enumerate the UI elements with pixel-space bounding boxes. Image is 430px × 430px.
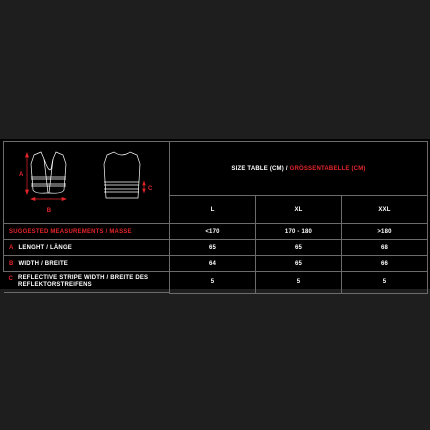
suggested-xl: 170 - 180 <box>256 224 342 240</box>
row-a-l: 65 <box>170 240 256 256</box>
row-a-xxl: 68 <box>342 240 428 256</box>
row-b-text: WIDTH / BREITE <box>18 260 69 267</box>
row-c-label <box>4 272 170 293</box>
label-b: B <box>46 208 52 214</box>
vest-diagram <box>4 142 169 223</box>
size-header-xl: XL <box>256 196 342 224</box>
table-row <box>4 272 428 294</box>
vest-back-icon <box>104 152 140 198</box>
row-a-letter: A <box>9 244 14 251</box>
row-a-xl: 65 <box>256 240 342 256</box>
vest-front-icon <box>31 152 66 193</box>
row-b-letter: B <box>9 260 14 267</box>
title-white: SIZE TABLE (CM) / <box>231 165 288 172</box>
table-row <box>4 224 428 240</box>
row-b-label <box>4 256 170 272</box>
row-a-label <box>4 240 170 256</box>
size-table <box>3 141 428 294</box>
table-row <box>4 256 428 272</box>
row-b-l: 64 <box>170 256 256 272</box>
row-c-text: REFLECTIVE STRIPE WIDTH / BREITE DES REFLEKTORSTREIFENS <box>18 275 149 288</box>
row-a-text: LENGHT / LÄNGE <box>18 244 73 251</box>
label-a: A <box>19 172 24 178</box>
vest-diagram-cell <box>4 142 170 224</box>
row-c-letter: C <box>8 276 14 282</box>
suggested-l: <170 <box>170 224 256 240</box>
label-c: C <box>148 186 153 192</box>
row-c-l: 5 <box>170 272 256 294</box>
row-b-xxl: 66 <box>342 256 428 272</box>
dimension-b <box>31 198 66 201</box>
row-c-xxl: 5 <box>342 272 428 294</box>
suggested-label: SUGGESTED MEASUREMENTS / MASSE <box>4 224 170 240</box>
suggested-xxl: >180 <box>342 224 428 240</box>
size-header-xxl: XXL <box>342 196 428 224</box>
dimension-c <box>143 182 145 193</box>
title-red: GRÖSSENTABELLE (CM) <box>289 165 366 172</box>
row-b-xl: 65 <box>256 256 342 272</box>
size-header-l: L <box>170 196 256 224</box>
row-c-xl: 5 <box>256 272 342 294</box>
table-row <box>4 240 428 256</box>
dimension-a <box>26 153 29 194</box>
table-title <box>170 142 428 196</box>
